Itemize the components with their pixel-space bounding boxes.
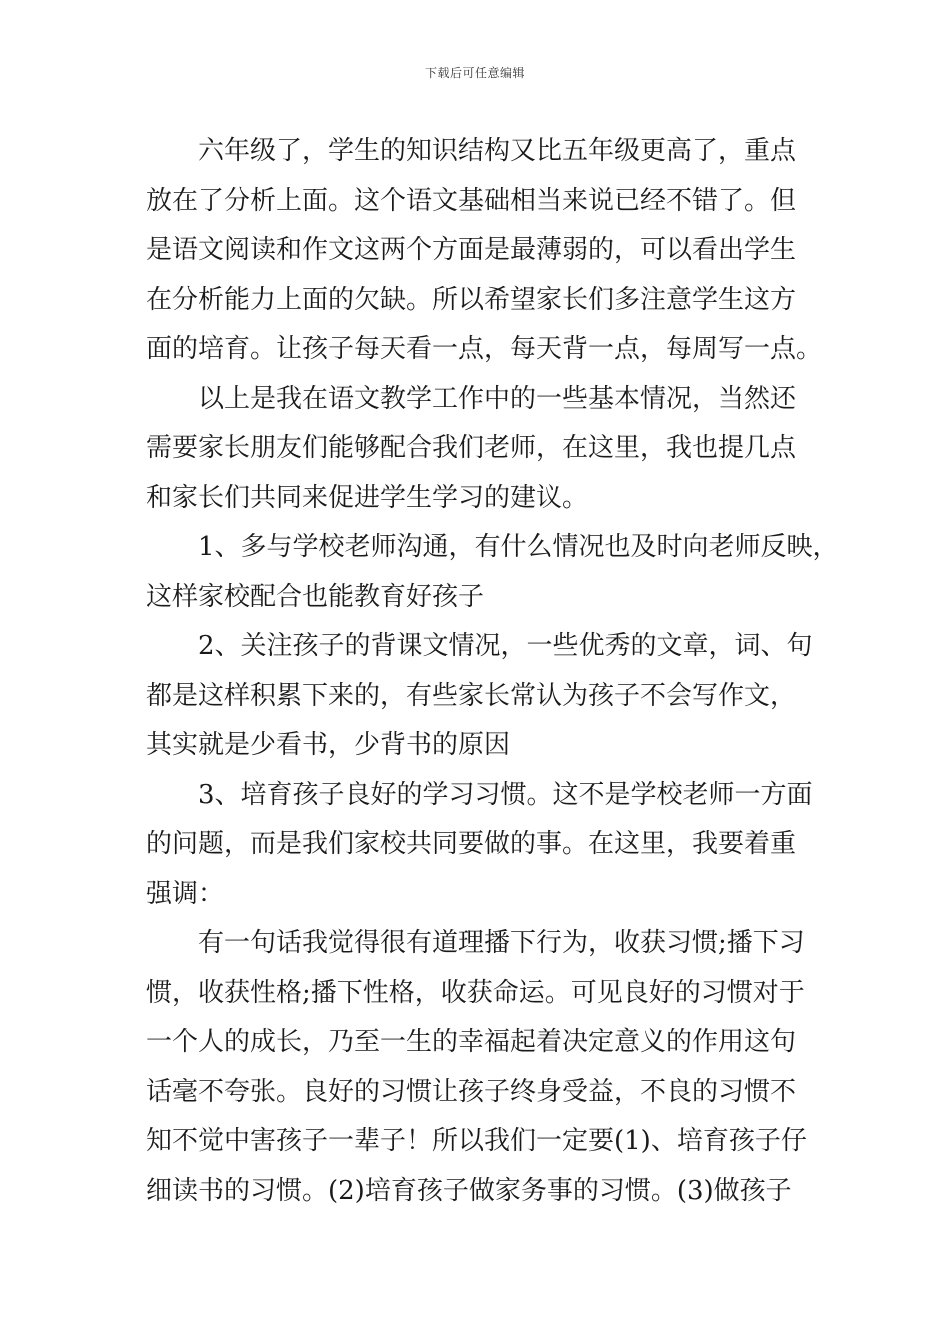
text-line: 1、多与学校老师沟通，有什么情况也及时向老师反映， <box>198 532 839 562</box>
text-line: 需要家长朋友们能够配合我们老师，在这里，我也提几点 <box>146 433 797 463</box>
text-line: 是语文阅读和作文这两个方面是最薄弱的，可以看出学生 <box>146 235 797 265</box>
text-line: 话毫不夸张。良好的习惯让孩子终身受益，不良的习惯不 <box>146 1076 797 1107</box>
text-line: 的问题，而是我们家校共同要做的事。在这里，我要着重 <box>146 829 797 859</box>
text-line: 都是这样积累下来的，有些家长常认为孩子不会写作文， <box>146 680 797 711</box>
text-line: 放在了分析上面。这个语文基础相当来说已经不错了。但 <box>146 185 797 216</box>
text-line: 有一句话我觉得很有道理播下行为，收获习惯;播下习 <box>198 928 805 958</box>
text-line: 强调： <box>146 878 225 909</box>
text-line: 惯，收获性格;播下性格，收获命运。可见良好的习惯对于 <box>146 977 805 1008</box>
document-body <box>146 127 839 1216</box>
text-line: 其实就是少看书，少背书的原因 <box>146 730 511 760</box>
text-line: 2、关注孩子的背课文情况，一些优秀的文章，词、句 <box>198 631 813 661</box>
text-line: 六年级了，学生的知识结构又比五年级更高了，重点 <box>198 136 797 166</box>
text-line: 在分析能力上面的欠缺。所以希望家长们多注意学生这方 <box>146 284 797 315</box>
paragraph <box>146 127 823 375</box>
text-line: 和家长们共同来促进学生学习的建议。 <box>146 482 589 513</box>
text-line: 细读书的习惯。(2)培育孩子做家务事的习惯。(3)做孩子 <box>146 1175 792 1206</box>
paragraph <box>146 375 810 524</box>
list-item-paragraph <box>146 622 813 771</box>
text-line: 这样家校配合也能教育好孩子 <box>146 581 485 612</box>
list-item-paragraph <box>146 771 813 920</box>
paragraph <box>146 919 810 1216</box>
list-item-paragraph <box>146 523 839 622</box>
text-line: 面的培育。让孩子每天看一点，每天背一点，每周写一点。 <box>146 334 823 364</box>
text-line: 以上是我在语文教学工作中的一些基本情况，当然还 <box>198 383 797 414</box>
text-line: 3、培育孩子良好的学习习惯。这不是学校老师一方面 <box>198 779 813 810</box>
page-header-note: 下载后可任意编辑 <box>424 66 525 80</box>
text-line: 知不觉中害孩子一辈子！所以我们一定要(1)、培育孩子仔 <box>146 1126 807 1156</box>
text-line: 一个人的成长，乃至一生的幸福起着决定意义的作用这句 <box>146 1027 797 1057</box>
